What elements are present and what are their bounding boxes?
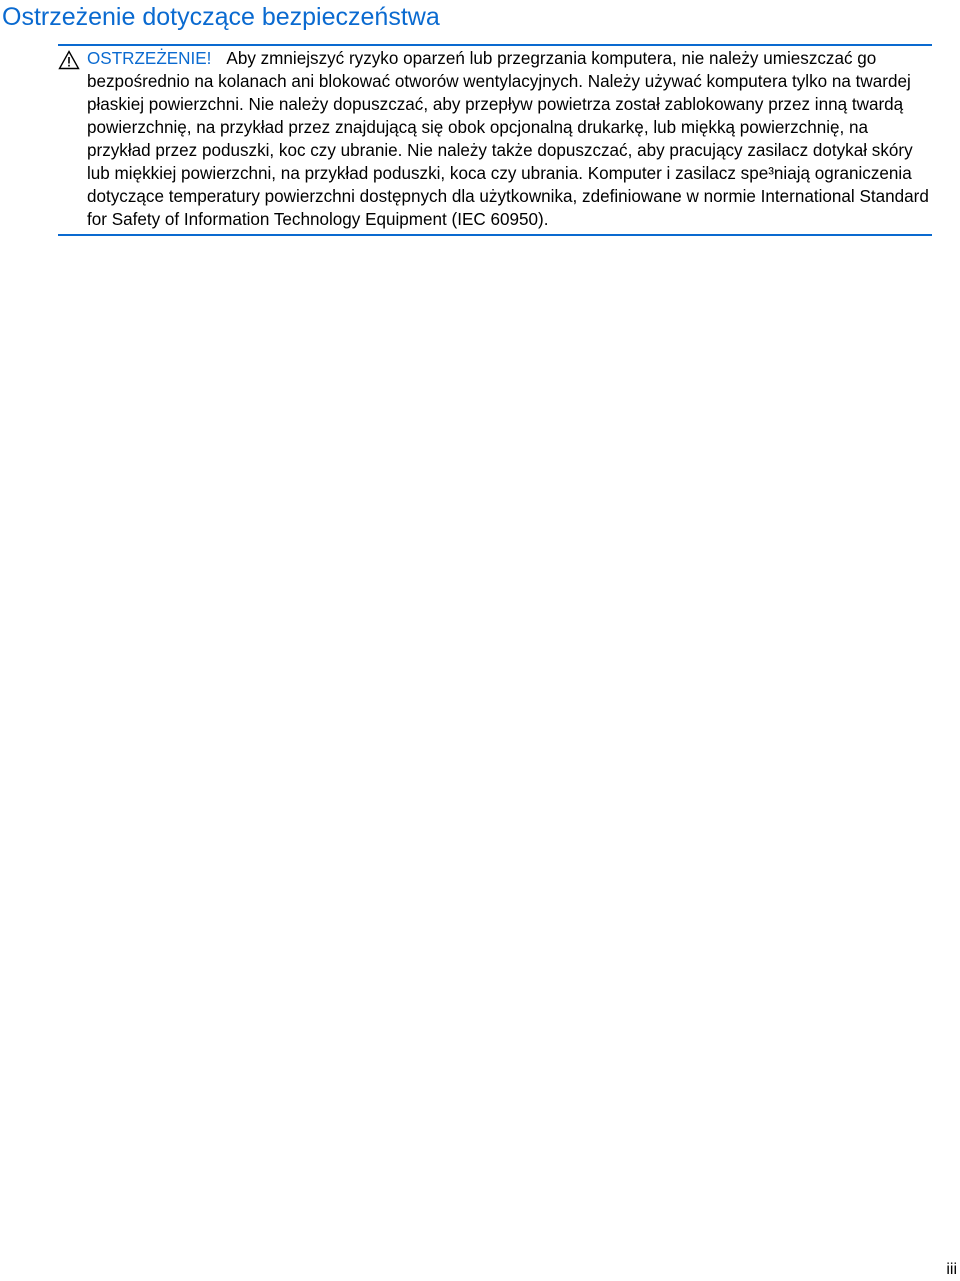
warning-body-text: Aby zmniejszyć ryzyko oparzeń lub przegrzania komputera, nie należy umieszczać go bezpośrednio na kolanach ani blokować otworów wentylacyjnych. Należy używać komputera tylko na twardej płaskiej powierzchni. Nie należy dopuszczać, aby przepływ powietrza został zablokowany przez inną twardą powierzchnię, na przykład przez znajdującą się obok opcjonalną drukarkę, lub miękką powierzchnię, na przykład przez poduszki, koc czy ubranie. Nie należy także dopuszczać, aby pracujący zasilacz dotykał skóry lub miękkiej powierzchni, na przykład poduszki, koca czy ubrania. Komputer i zasilacz spe³niają ograniczenia dotyczące temperatury powierzchni dostępnych dla użytkownika, zdefiniowane w normie International Standard for Safety of Information Technology Equipment (IEC 60950). bbox=[87, 49, 929, 229]
warning-triangle-icon bbox=[58, 50, 80, 70]
warning-row bbox=[58, 46, 932, 234]
warning-block bbox=[58, 44, 932, 236]
warning-bottom-rule bbox=[58, 234, 932, 236]
warning-label: OSTRZEŻENIE! bbox=[87, 49, 212, 68]
page-title: Ostrzeżenie dotyczące bezpieczeństwa bbox=[2, 3, 440, 31]
warning-paragraph bbox=[87, 47, 932, 231]
page-number: iii bbox=[946, 1261, 957, 1278]
